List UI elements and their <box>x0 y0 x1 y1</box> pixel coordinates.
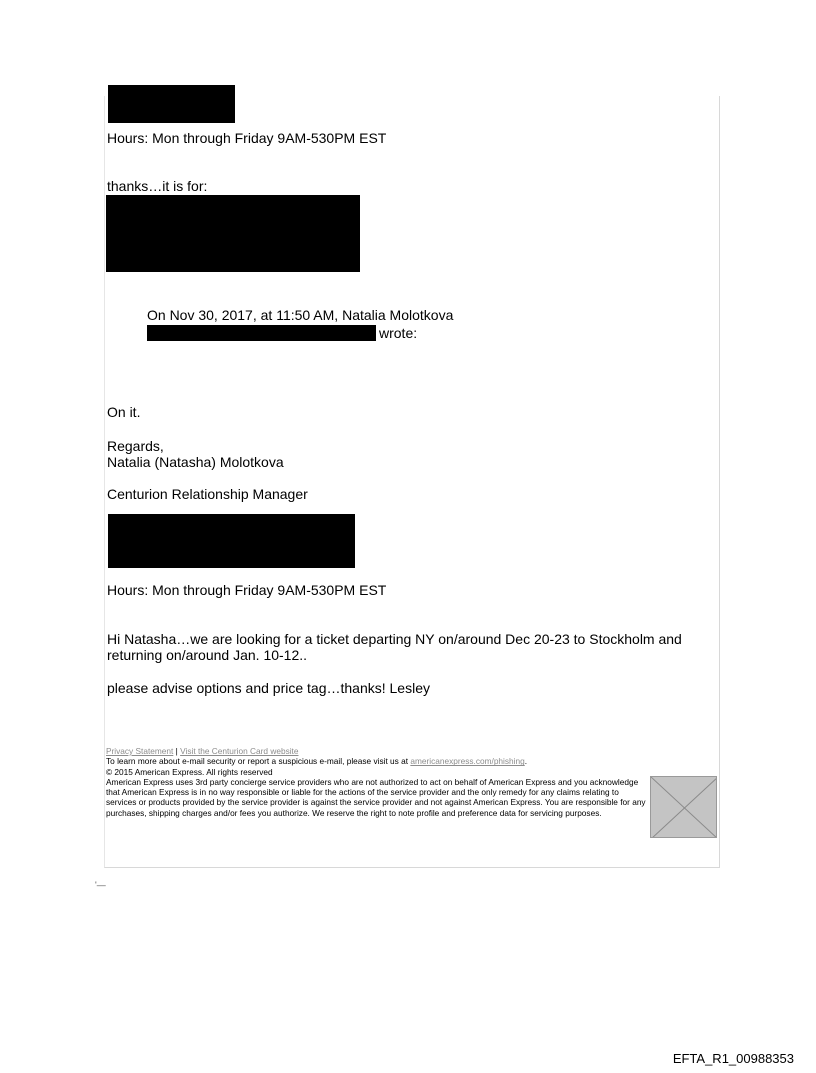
centurion-website-link[interactable]: Visit the Centurion Card website <box>180 746 299 756</box>
footer-separator: | <box>175 746 178 756</box>
privacy-statement-link[interactable]: Privacy Statement <box>106 746 174 756</box>
email-footer <box>106 746 651 818</box>
message-text: please advise options and price tag…thanks! Lesley <box>107 680 430 696</box>
quote-header-wrote: wrote: <box>379 325 418 341</box>
period: . <box>524 756 528 767</box>
document-id: EFTA_R1_00988353 <box>672 1051 794 1066</box>
broken-image-placeholder <box>650 776 717 838</box>
message-text: returning on/around Jan. 10-12.. <box>107 647 308 663</box>
signature-name: Natalia (Natasha) Molotkova <box>107 454 284 470</box>
copyright-text: © 2015 American Express. All rights reserved <box>106 766 273 777</box>
redaction-block <box>106 195 360 272</box>
redaction-block <box>108 85 235 123</box>
message-text: On it. <box>107 404 141 420</box>
redaction-block <box>108 514 355 568</box>
message-text: Hi Natasha…we are looking for a ticket departing NY on/around Dec 20-23 to Stockholm and <box>107 631 682 647</box>
signature-title: Centurion Relationship Manager <box>107 486 308 502</box>
security-text: To learn more about e-mail security or report a suspicious e-mail, please visit us at <box>106 756 409 767</box>
phishing-link[interactable]: americanexpress.com/phishing <box>410 756 525 767</box>
quote-header: On Nov 30, 2017, at 11:50 AM, Natalia Molotkova <box>147 307 454 323</box>
stray-mark: '— <box>95 880 106 890</box>
redaction-block <box>147 325 376 341</box>
broken-image-icon <box>651 777 717 838</box>
hours-line: Hours: Mon through Friday 9AM-530PM EST <box>107 582 387 598</box>
reply-text: thanks…it is for: <box>107 178 208 194</box>
hours-line: Hours: Mon through Friday 9AM-530PM EST <box>107 130 387 146</box>
disclaimer-text: American Express uses 3rd party concierge service providers who are not authorized to act on behalf of American Express and you acknowledge that American Express is in no way responsible or liable for the actions of the service provider and the only remedy for any claims relating to services or products provided by the service provider is against the service provider and not against American Express. You are responsible for any purchases, shipping charges and/or fees you authorize. We reserve the right to note profile and preference data for servicing purposes. <box>106 776 646 818</box>
signature-regards: Regards, <box>107 438 164 454</box>
